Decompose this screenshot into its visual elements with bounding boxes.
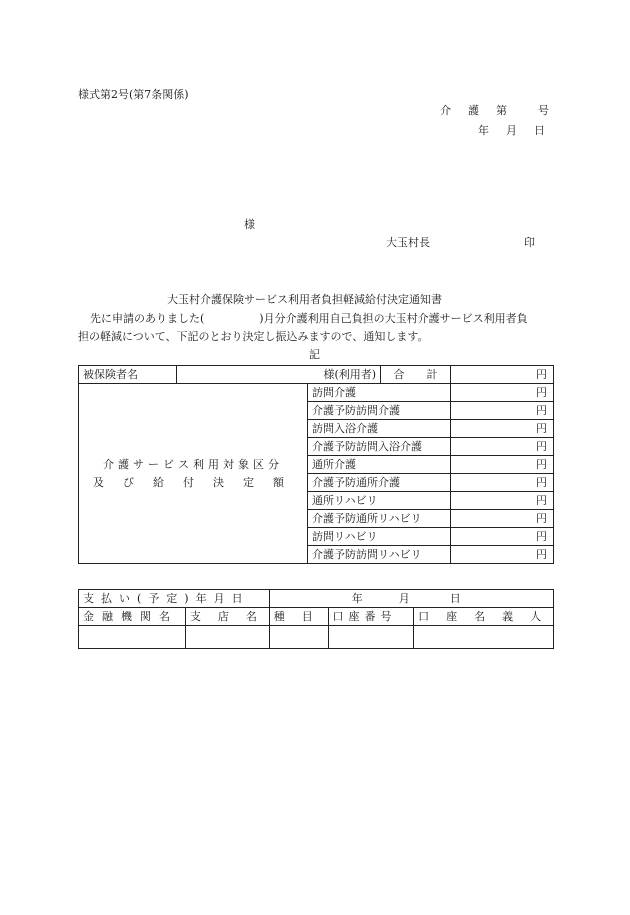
- bank-name-header: 金融機関名: [79, 608, 186, 626]
- account-holder-header: 口 座 名 義 人: [414, 608, 554, 626]
- service-yen: 円: [451, 420, 554, 438]
- account-number-header: 口座番号: [328, 608, 414, 626]
- service-name: 通所リハビリ: [308, 492, 451, 510]
- service-name: 介護予防通所リハビリ: [308, 510, 451, 528]
- document-title: 大玉村介護保険サービス利用者負担軽減給付決定通知書: [167, 293, 442, 306]
- payment-date-value: [269, 590, 553, 608]
- document-number-line: 介 護 第 号: [440, 104, 552, 117]
- insured-row: [79, 366, 554, 384]
- service-name: 介護予防訪問入浴介護: [308, 438, 451, 456]
- service-yen: 円: [451, 492, 554, 510]
- service-yen: 円: [451, 402, 554, 420]
- payment-table: [78, 589, 554, 649]
- service-name: 訪問入浴介護: [308, 420, 451, 438]
- account-entry-row: [79, 626, 554, 649]
- account-holder-entry: [414, 626, 554, 649]
- bank-name-entry: [79, 626, 186, 649]
- issuer-seal: 印: [524, 236, 535, 249]
- addressee-sama: 様: [244, 218, 255, 231]
- service-yen: 円: [451, 528, 554, 546]
- payment-date-row: [79, 590, 554, 608]
- branch-name-header: 支 店 名: [185, 608, 269, 626]
- service-yen: 円: [451, 384, 554, 402]
- total-yen: 円: [451, 366, 554, 384]
- service-name: 訪問リハビリ: [308, 528, 451, 546]
- account-header-row: [79, 608, 554, 626]
- month-label: 月: [398, 592, 410, 605]
- service-yen: 円: [451, 438, 554, 456]
- service-name: 介護予防訪問リハビリ: [308, 546, 451, 564]
- date-line: 年 月 日: [478, 124, 548, 137]
- branch-name-entry: [185, 626, 269, 649]
- account-type-header: 種 目: [269, 608, 328, 626]
- account-number-entry: [328, 626, 414, 649]
- service-name: 介護予防通所介護: [308, 474, 451, 492]
- service-row: [79, 384, 554, 402]
- benefit-table: [78, 365, 554, 564]
- account-type-entry: [269, 626, 328, 649]
- service-yen: 円: [451, 546, 554, 564]
- category-line-2: 及び給付決定額: [93, 475, 303, 489]
- body-line-2: 担の軽減について、下記のとおり決定し振込みますので、通知します。: [78, 330, 429, 343]
- service-name: 訪問介護: [308, 384, 451, 402]
- service-name: 介護予防訪問介護: [308, 402, 451, 420]
- body-line-1: 先に申請のありました( )月分介護利用自己負担の大玉村介護サービス利用者負: [90, 312, 528, 325]
- total-label: 合 計: [381, 366, 451, 384]
- payment-date-label: 支払い(予定)年月日: [79, 590, 270, 608]
- service-name: 通所介護: [308, 456, 451, 474]
- insured-label: 被保険者名: [79, 366, 177, 384]
- year-label: 年: [351, 592, 363, 605]
- service-yen: 円: [451, 474, 554, 492]
- day-label: 日: [449, 592, 461, 605]
- category-line-1: 介護サービス利用対象区分: [103, 457, 283, 471]
- form-id: 様式第2号(第7条関係): [78, 88, 189, 101]
- ki-mark: 記: [309, 348, 320, 361]
- service-yen: 円: [451, 456, 554, 474]
- issuer-name: 大玉村長: [386, 236, 430, 249]
- service-yen: 円: [451, 510, 554, 528]
- category-cell: [79, 384, 308, 564]
- user-label: 様(利用者): [177, 366, 381, 384]
